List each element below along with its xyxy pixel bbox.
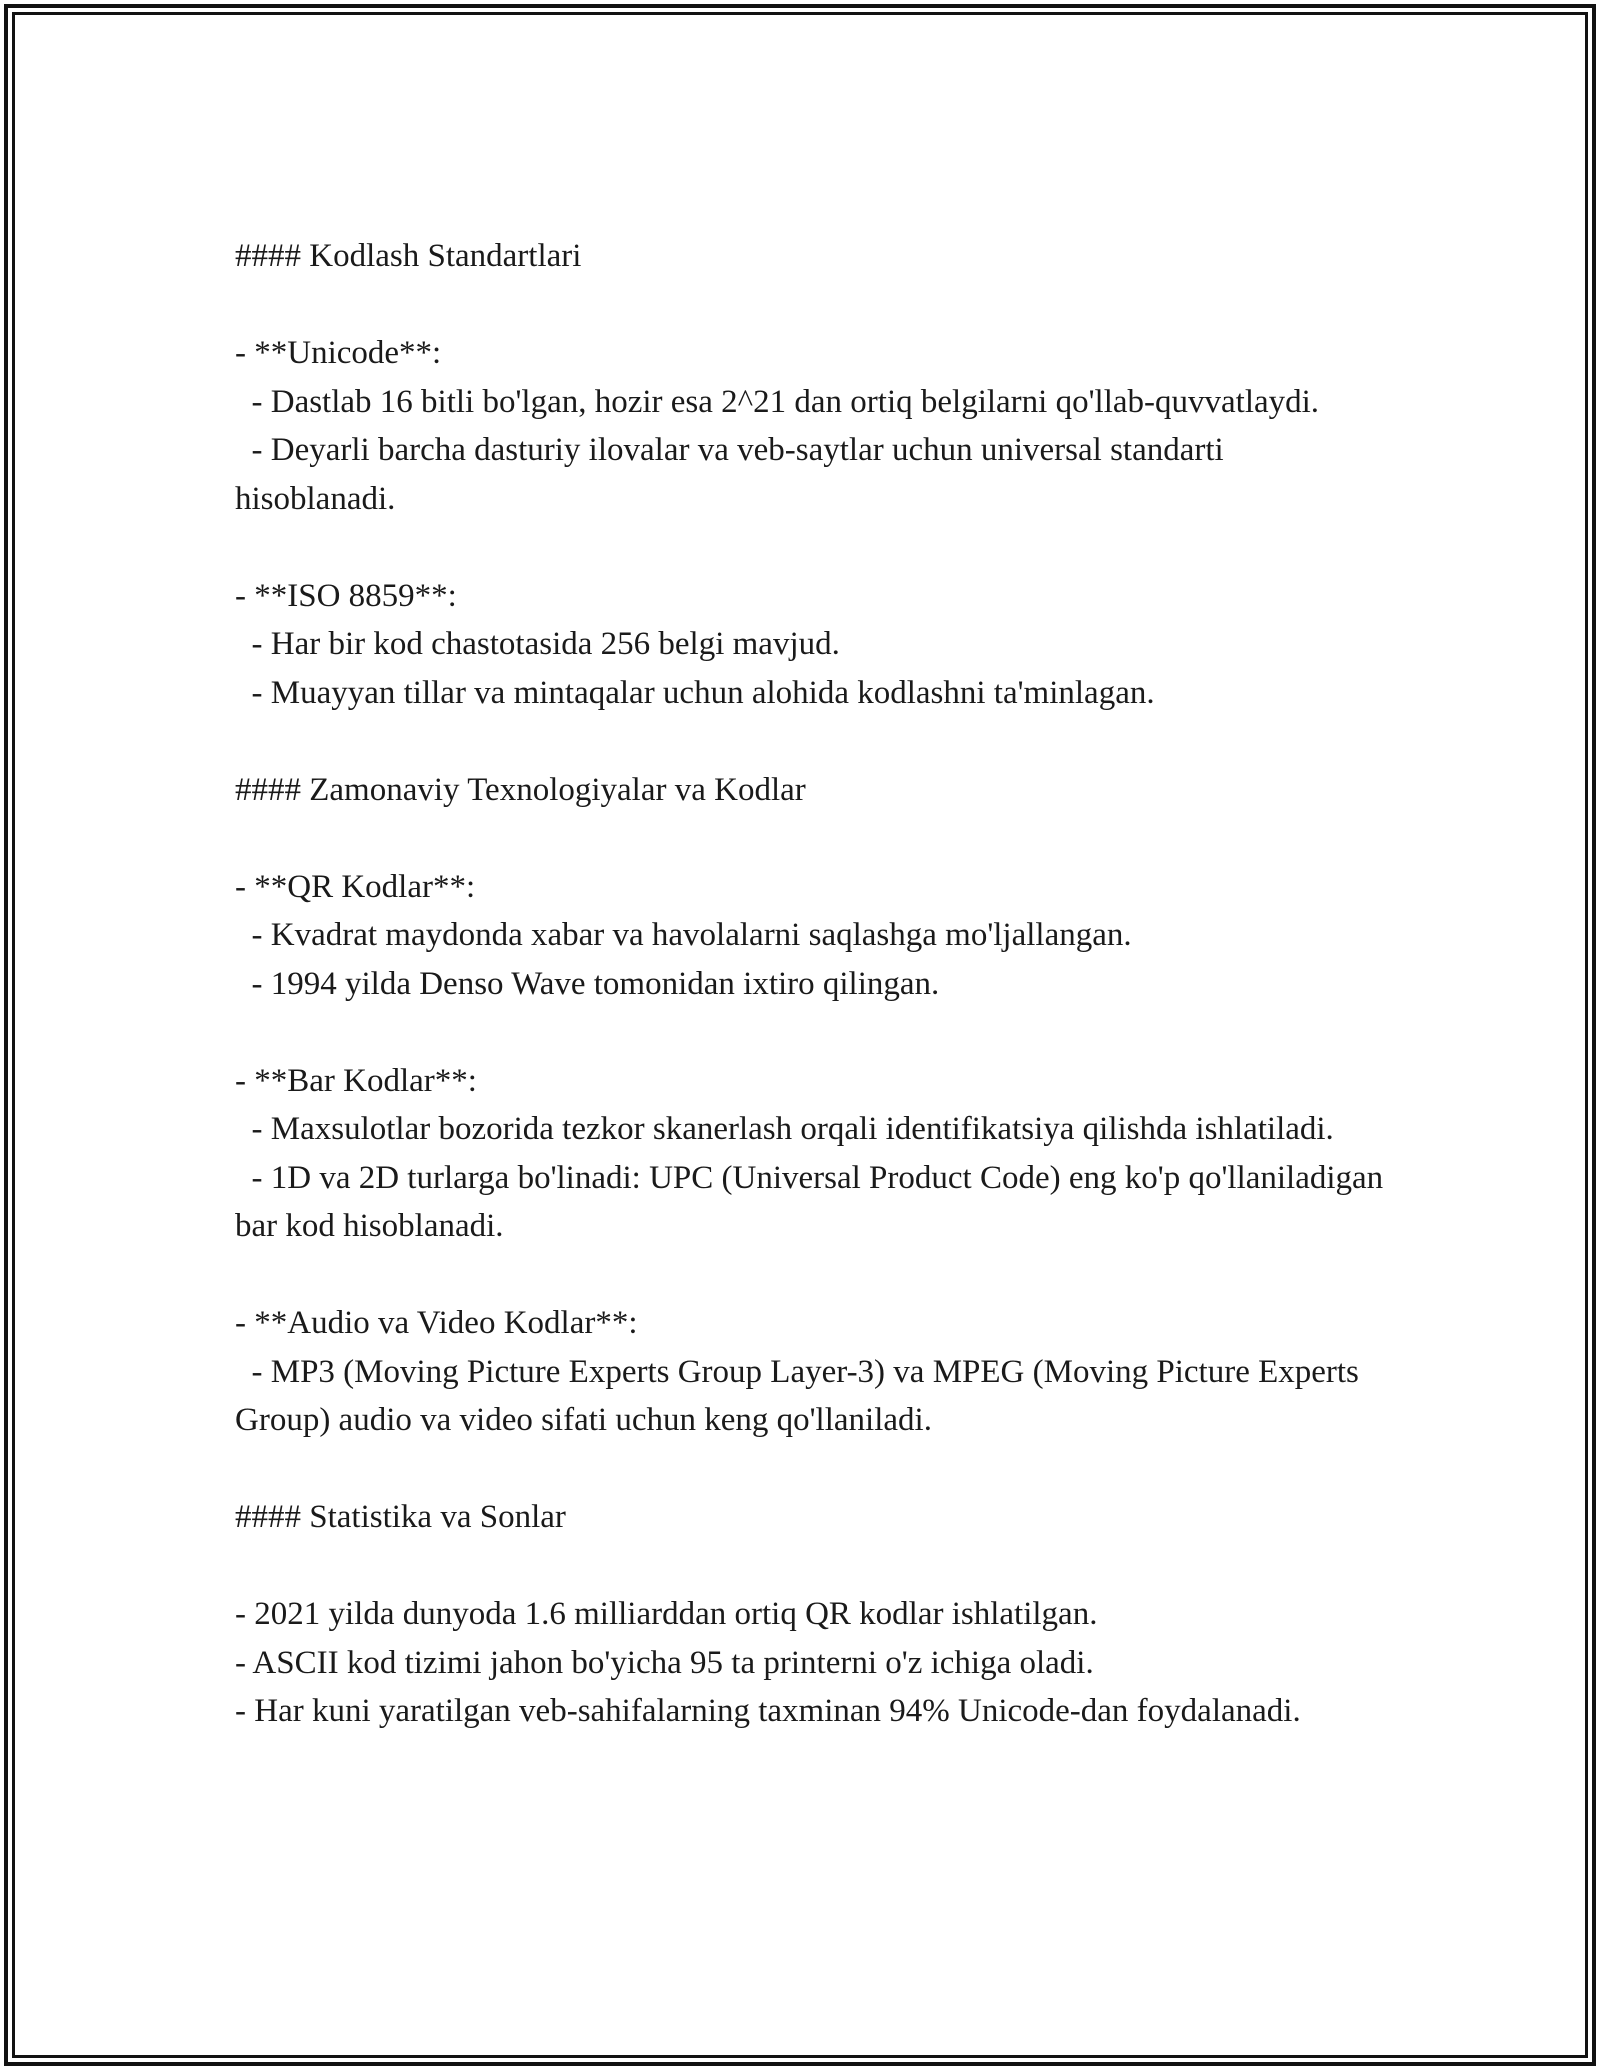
list-item-qr-kodlar: - **QR Kodlar**: xyxy=(235,868,476,905)
blank-line xyxy=(235,1542,1385,1591)
sub-item-qr-square: - Kvadrat maydonda xabar va havolalarni saqlashga mo'ljallangan. xyxy=(235,917,1132,953)
sub-item-iso-256: - Har bir kod chastotasida 256 belgi mavjud. xyxy=(235,626,840,662)
document-body xyxy=(235,232,1392,1736)
sub-item-bar-upc: - 1D va 2D turlarga bo'linadi: UPC (Universal Product Code) eng ko'p qo'llaniladigan bar kod hisoblanadi. xyxy=(235,1159,1392,1244)
list-item-audio-video: - **Audio va Video Kodlar**: xyxy=(235,1305,638,1341)
heading-zamonaviy-texnologiyalar: #### Zamonaviy Texnologiyalar va Kodlar xyxy=(235,771,806,808)
sub-item-mp3-mpeg: - MP3 (Moving Picture Experts Group Layer-3) va MPEG (Moving Picture Experts Group) audio va video sifati uchun keng qo'llaniladi. xyxy=(235,1353,1368,1438)
blank-line xyxy=(235,1008,1385,1057)
list-item-bar-kodlar: - **Bar Kodlar**: xyxy=(235,1062,477,1099)
sub-item-bar-scanning: - Maxsulotlar bozorida tezkor skanerlash orqali identifikatsiya qilishda ishlatiladi. xyxy=(235,1111,1334,1147)
blank-line xyxy=(235,814,1385,863)
sub-item-unicode-bits: - Dastlab 16 bitli bo'lgan, hozir esa 2^21 dan ortiq belgilarni qo'llab-quvvatlaydi. xyxy=(235,383,1320,420)
blank-line xyxy=(235,717,1385,766)
stat-item-ascii: - ASCII kod tizimi jahon bo'yicha 95 ta printerni o'z ichiga oladi. xyxy=(235,1644,1094,1681)
list-item-unicode: - **Unicode**: xyxy=(235,335,442,371)
blank-line xyxy=(235,523,1385,572)
heading-kodlash-standartlari: #### Kodlash Standartlari xyxy=(235,238,582,274)
heading-statistika-va-sonlar: #### Statistika va Sonlar xyxy=(235,1499,566,1535)
blank-line xyxy=(235,1445,1385,1494)
stat-item-qr-2021: - 2021 yilda dunyoda 1.6 milliarddan ortiq QR kodlar ishlatilgan. xyxy=(235,1596,1098,1632)
sub-item-qr-1994: - 1994 yilda Denso Wave tomonidan ixtiro qilingan. xyxy=(235,965,940,1002)
stat-item-unicode-94: - Har kuni yaratilgan veb-sahifalarning taxminan 94% Unicode-dan foydalanadi. xyxy=(235,1693,1301,1729)
blank-line xyxy=(235,281,1385,330)
sub-item-unicode-standard: - Deyarli barcha dasturiy ilovalar va veb-saytlar uchun universal standarti hisoblanadi. xyxy=(235,432,1232,517)
blank-line xyxy=(235,1251,1385,1300)
list-item-iso-8859: - **ISO 8859**: xyxy=(235,577,457,614)
sub-item-iso-languages: - Muayyan tillar va mintaqalar uchun alohida kodlashni ta'minlagan. xyxy=(235,674,1155,711)
